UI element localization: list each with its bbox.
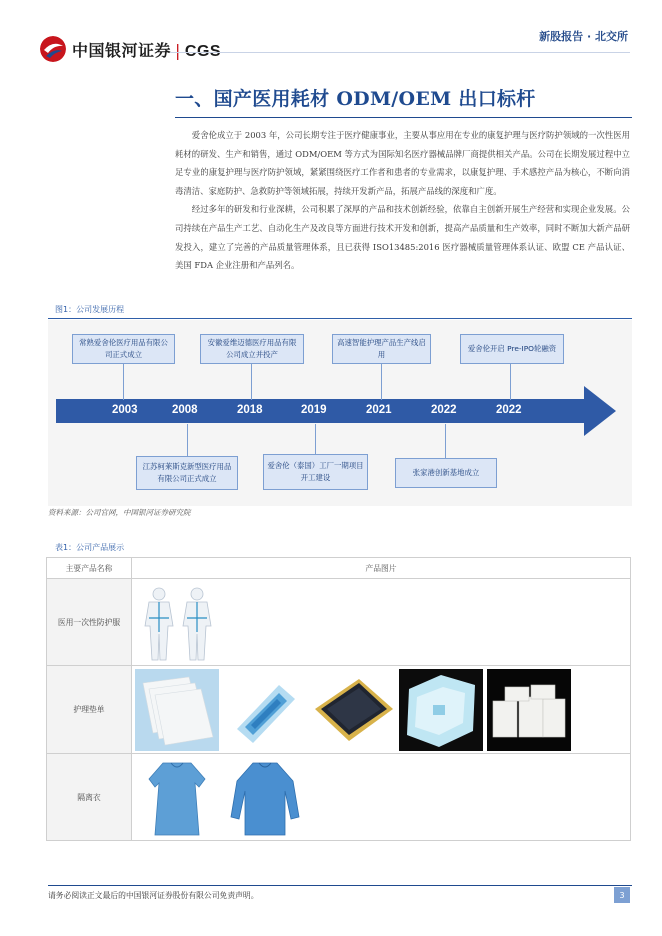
body-text — [175, 126, 630, 275]
drape-set-image — [399, 669, 483, 751]
underpad-stack-image — [135, 669, 219, 751]
company-logo: 中国银河证券 | CGS — [40, 36, 221, 62]
connector-line — [445, 424, 446, 458]
timeline-event-2018: 安徽爱维迈德医疗用品有限公司成立并投产 — [200, 334, 304, 364]
product-table — [46, 557, 631, 841]
timeline-event-2022-base: 张家港创新基地成立 — [395, 458, 497, 488]
timeline-arrow — [56, 386, 616, 436]
paragraph: 经过多年的研发和行业深耕，公司积累了深厚的产品和技术创新经验，依靠自主创新开展生产经营和实现企业发展。公司持续在产品生产工艺、自动化生产及改良等方面进行技术开发和创新，提高产品质量和生产效率，同时不断加大新产品研发投入，建立了完善的产品质量管理体系，且已获得 ISO13485:2016 医疗器械质量管理体系认证、欧盟 CE 产品认证、美国 FDA 企业注册和产品列名。 — [175, 204, 630, 271]
protective-suit-image — [135, 582, 219, 664]
product-name: 医用一次性防护服 — [47, 579, 132, 666]
logo-mark-icon — [40, 36, 66, 62]
connector-line — [381, 364, 382, 400]
timeline-event-2003: 常熟爱舍伦医疗用品有限公司正式成立 — [72, 334, 175, 364]
timeline-year: 2021 — [366, 404, 392, 416]
timeline-event-2021: 高速智能护理产品生产线启用 — [332, 334, 431, 364]
connector-line — [187, 424, 188, 456]
product-images — [132, 754, 631, 841]
logo-cn-text: 中国银河证券 — [72, 40, 172, 60]
connector-line — [251, 364, 252, 400]
product-images — [132, 666, 631, 754]
timeline-event-2008: 江苏柯莱斯克新型医疗用品有限公司正式成立 — [136, 456, 238, 490]
timeline-event-2019: 爱舍伦（泰国）工厂一期项目开工建设 — [263, 454, 368, 490]
table-header: 产品图片 — [132, 558, 631, 579]
figure-source: 资料来源：公司官网，中国银河证券研究院 — [48, 508, 191, 517]
header-divider — [170, 52, 630, 53]
timeline-event-2022-ipo: 爱舍伦开启 Pre-IPO轮融资 — [460, 334, 564, 364]
connector-line — [510, 364, 511, 400]
product-name: 隔离衣 — [47, 754, 132, 841]
connector-line — [315, 424, 316, 454]
logo-en-text: CGS — [184, 42, 222, 60]
company-timeline — [48, 320, 632, 506]
section-title: 一、国产医用耗材 ODM/OEM 出口标杆 — [175, 88, 536, 110]
timeline-year: 2018 — [237, 404, 263, 416]
timeline-year: 2008 — [172, 404, 198, 416]
black-pad-image — [311, 669, 395, 751]
connector-line — [123, 364, 124, 400]
figure-caption: 图1：公司发展历程 — [55, 305, 125, 314]
timeline-year: 2022 — [431, 404, 457, 416]
table-caption: 表1：公司产品展示 — [55, 543, 125, 552]
footer-disclaimer: 请务必阅读正文最后的中国银河证券股份有限公司免责声明。 — [48, 891, 259, 900]
title-underline — [175, 117, 632, 118]
figure-top-rule — [48, 318, 632, 319]
footer-divider — [48, 885, 632, 886]
table-header: 主要产品名称 — [47, 558, 132, 579]
paragraph: 爱舍伦成立于 2003 年，公司长期专注于医疗健康事业，主要从事应用在专业的康复护理与医疗防护领域的一次性医用耗材的研发、生产和销售，通过 ODM/OEM 等方式为国际知名医疗器械品牌厂商提供相关产品。公司在长期发展过程中立足专业的康复护理与医疗防护领域，紧紧围绕医疗工作者和患者的专业需求，以康复护理、手术感控产品为核心，不断向消毒清洁、家庭防护、急救防护等领域拓展，持续开发新产品，拓展产品线的深度和广度。 — [175, 130, 630, 196]
long-sleeve-gown-image — [223, 757, 307, 839]
report-type-label: 新股报告 · 北交所 — [539, 30, 628, 43]
blue-underpad-image — [223, 669, 307, 751]
timeline-year: 2003 — [112, 404, 138, 416]
timeline-year: 2022 — [496, 404, 522, 416]
page-number: 3 — [614, 887, 630, 903]
timeline-year: 2019 — [301, 404, 327, 416]
isolation-gown-image — [135, 757, 219, 839]
pad-packages-image — [487, 669, 571, 751]
product-images — [132, 579, 631, 666]
product-name: 护理垫单 — [47, 666, 132, 754]
